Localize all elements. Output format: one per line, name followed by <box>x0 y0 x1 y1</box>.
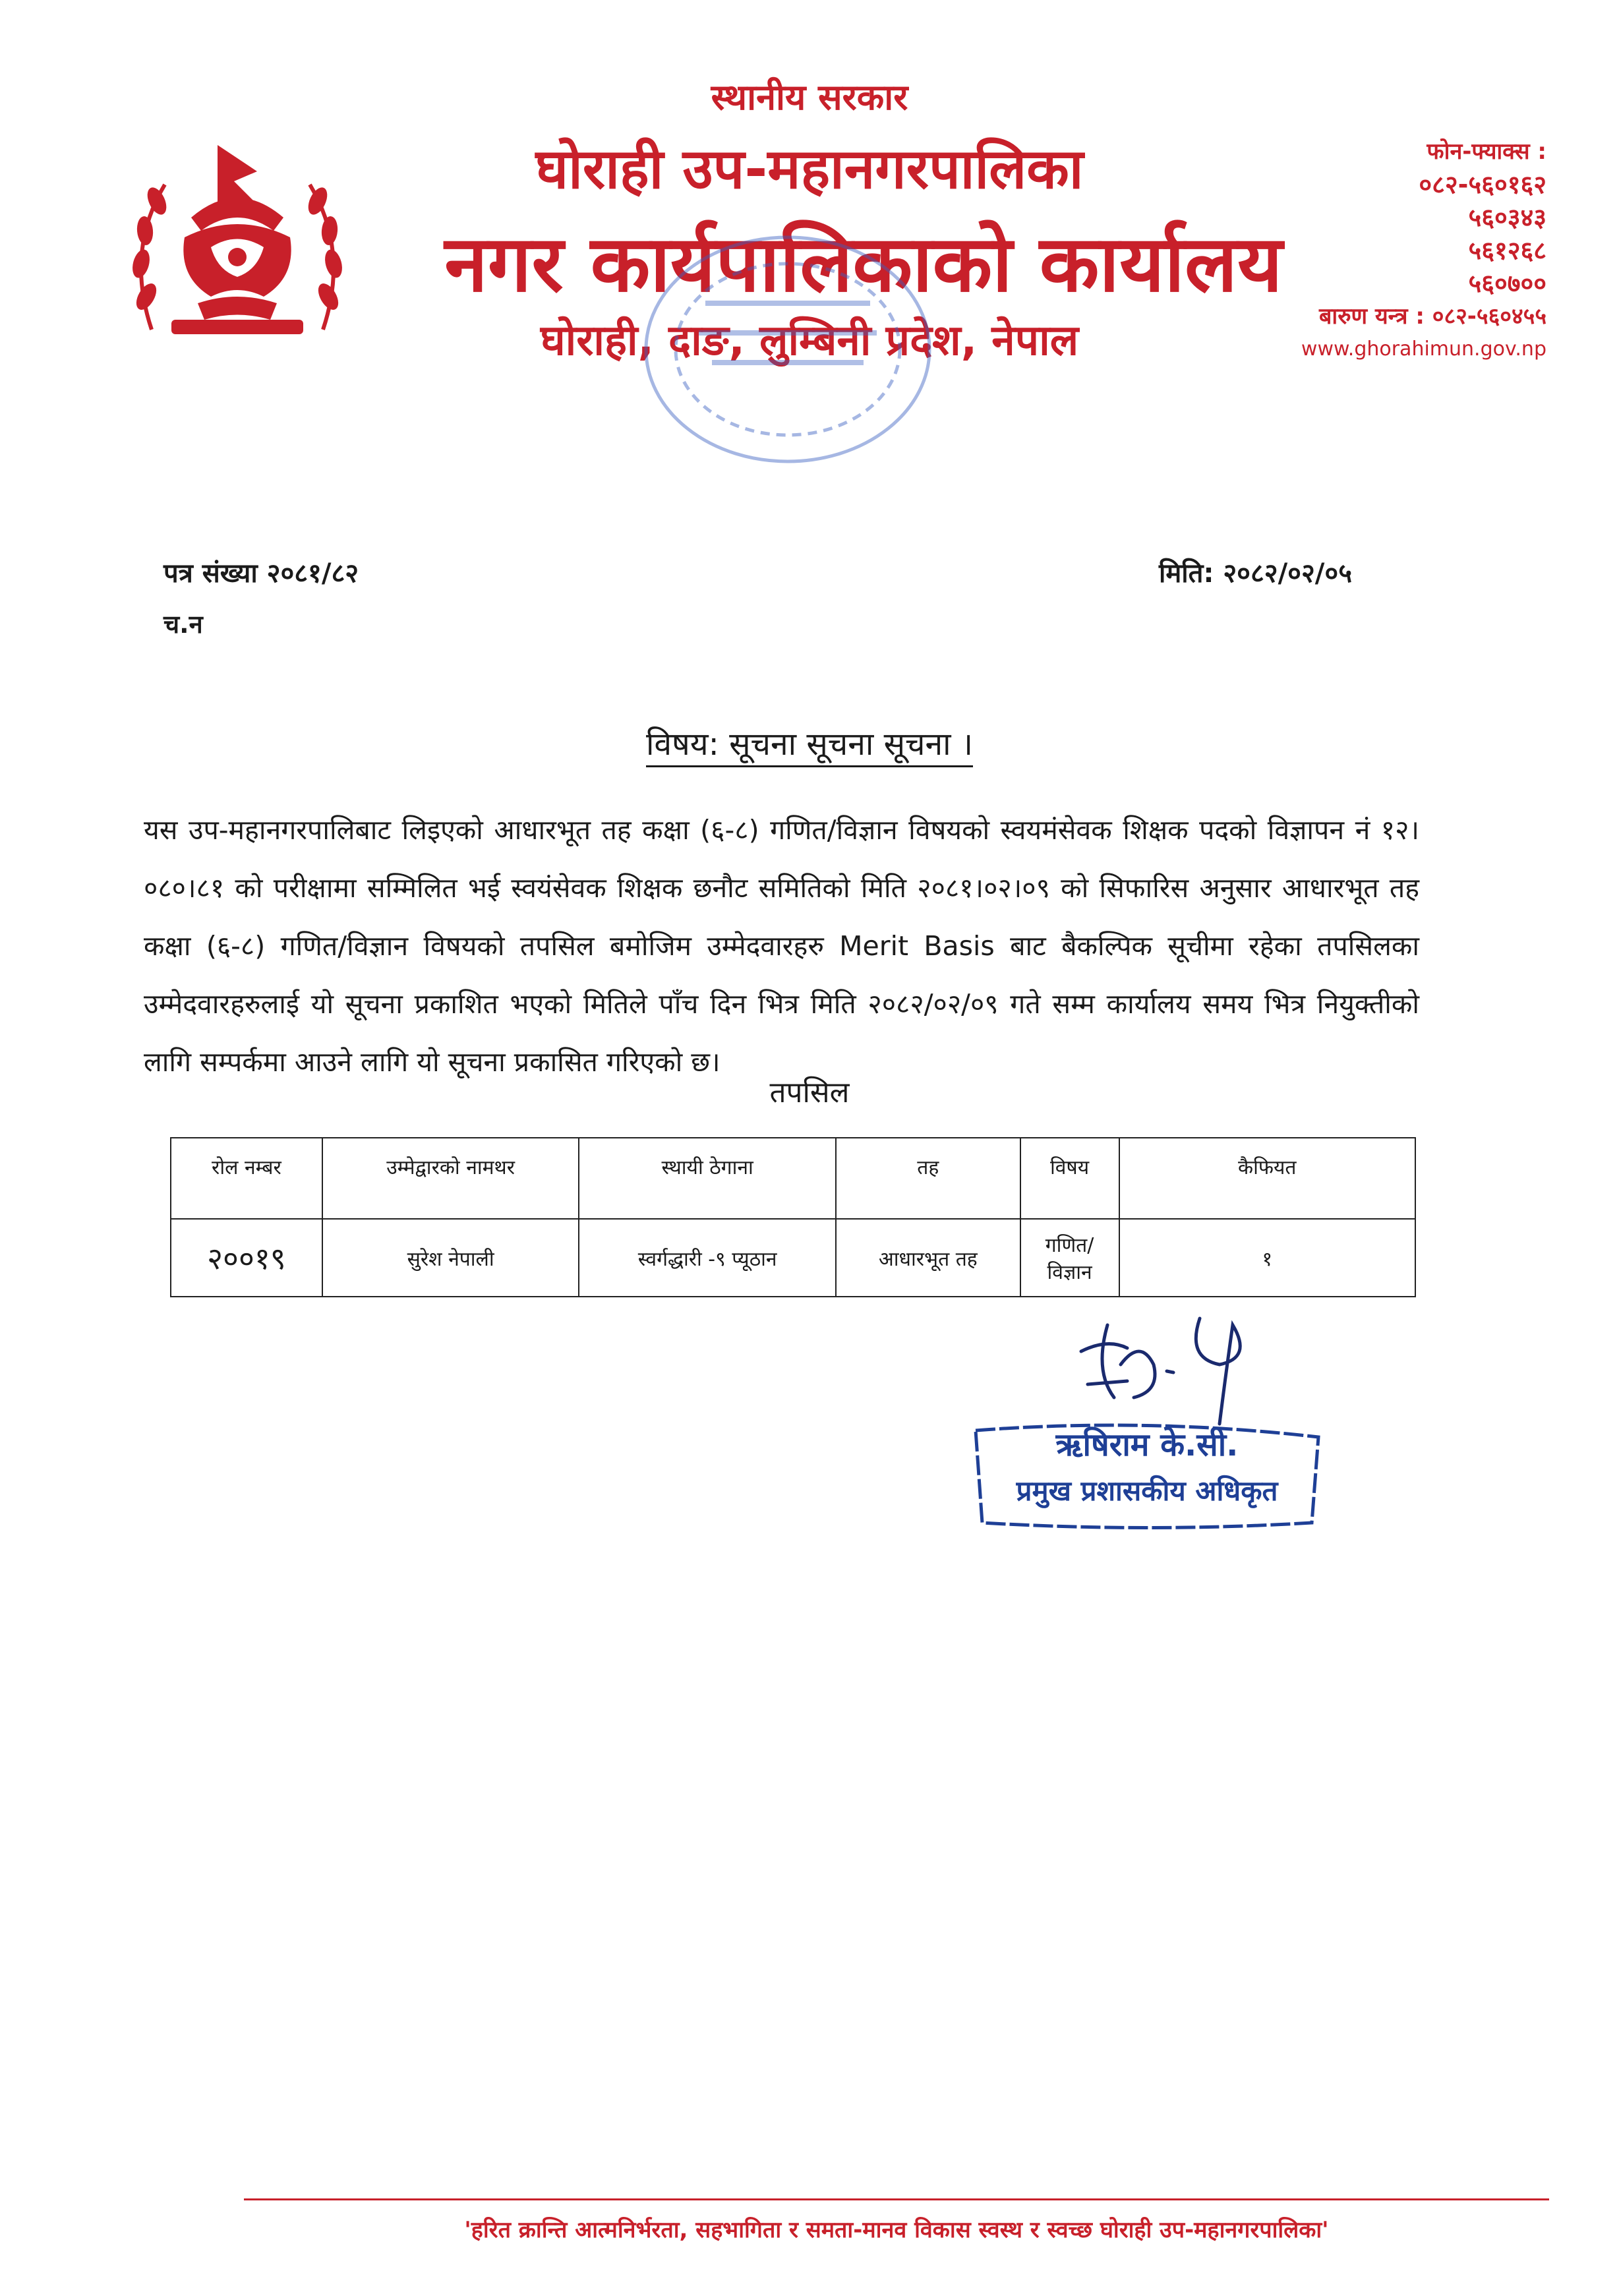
letter-reference-number: पत्र संख्या २०८१/८२ <box>163 558 359 589</box>
office-name: नगर कार्यपालिकाको कार्यालय <box>444 218 1283 309</box>
level-cell: आधारभूत तह <box>836 1219 1020 1297</box>
footer-divider <box>244 2198 1549 2200</box>
footer-slogan: 'हरित क्रान्ति आत्मनिर्भरता, सहभागिता र समता-मानव विकास स्वस्थ र स्वच्छ घोराही उप-महानगरपालिका' <box>464 2217 1329 2243</box>
phone-fax-label: फोन-फ्याक्स : <box>1427 138 1546 165</box>
phone-number: ५६०७०० <box>1468 269 1546 298</box>
officer-name: ऋषिराम के.सी. <box>1055 1427 1239 1463</box>
dispatch-number: च.न <box>163 610 203 639</box>
notice-subject <box>0 722 1619 765</box>
notice-subject-text: विषय: सूचना सूचना सूचना । <box>646 726 973 767</box>
table-header-row <box>171 1138 1415 1219</box>
barun-number: बारुण यन्त्र : ०८२-५६०४५५ <box>1318 303 1546 330</box>
column-header: रोल नम्बर <box>171 1138 322 1219</box>
officer-designation: प्रमुख प्रशासकीय अधिकृत <box>1016 1475 1278 1507</box>
letter-date: मिति: २०८२/०२/०५ <box>1159 558 1352 589</box>
phone-number: ५६१२६८ <box>1468 236 1546 265</box>
remarks-cell: १ <box>1119 1219 1415 1297</box>
contact-block <box>1301 135 1546 366</box>
table-row <box>171 1219 1415 1297</box>
column-header: विषय <box>1020 1138 1119 1219</box>
column-header: तह <box>836 1138 1020 1219</box>
phone-number: ५६०३४३ <box>1468 203 1546 232</box>
schedule-heading: तपसिल <box>769 1076 850 1109</box>
address-cell: स्वर्गद्धारी -९ प्यूठान <box>579 1219 836 1297</box>
candidate-table <box>170 1137 1416 1297</box>
signature-icon <box>1068 1299 1279 1430</box>
office-seal-stamp-icon <box>633 224 943 475</box>
column-header: कैफियत <box>1119 1138 1415 1219</box>
subject-cell: गणित/ विज्ञान <box>1020 1219 1119 1297</box>
website-link[interactable]: www.ghorahimun.gov.np <box>1301 338 1546 361</box>
candidate-name-cell: सुरेश नेपाली <box>322 1219 579 1297</box>
municipality-name: घोराही उप-महानगरपालिका <box>535 136 1084 201</box>
column-header: स्थायी ठेगाना <box>579 1138 836 1219</box>
column-header: उम्मेद्वारको नामथर <box>322 1138 579 1219</box>
local-government-label: स्थानीय सरकार <box>711 76 908 118</box>
office-address: घोराही, दाङ, लुम्बिनी प्रदेश, नेपाल <box>540 316 1079 365</box>
phone-number: ०८२-५६०१६२ <box>1419 170 1546 199</box>
notice-body: यस उप-महानगरपालिबाट लिइएको आधारभूत तह कक्षा (६-८) गणित/विज्ञान विषयको स्वयमंसेवक शिक्षक पदको विज्ञापन नं १२।०८०।८१ को परीक्षामा सम्मिलित भई स्वयंसेवक शिक्षक छनौट समितिको मिति २०८१।०२।०९ को सिफारिस अनुसार आधारभूत तह कक्षा (६-८) गणित/विज्ञान विषयको तपसिल बमोजिम उम्मेदवारहरु Merit Basis बाट बैकल्पिक सूचीमा रहेका तपसिलका उम्मेदवारहरुलाई यो सूचना प्रकाशित भएको मितिले पाँच दिन भित्र मिति २०८२/०२/०९ गते सम्म कार्यालय समय भित्र नियुक्तीको लागि सम्पर्कमा आउने लागि यो सूचना प्रकासित गरिएको छ। <box>144 814 1419 1078</box>
roll-number-cell: २००१९ <box>171 1219 322 1297</box>
